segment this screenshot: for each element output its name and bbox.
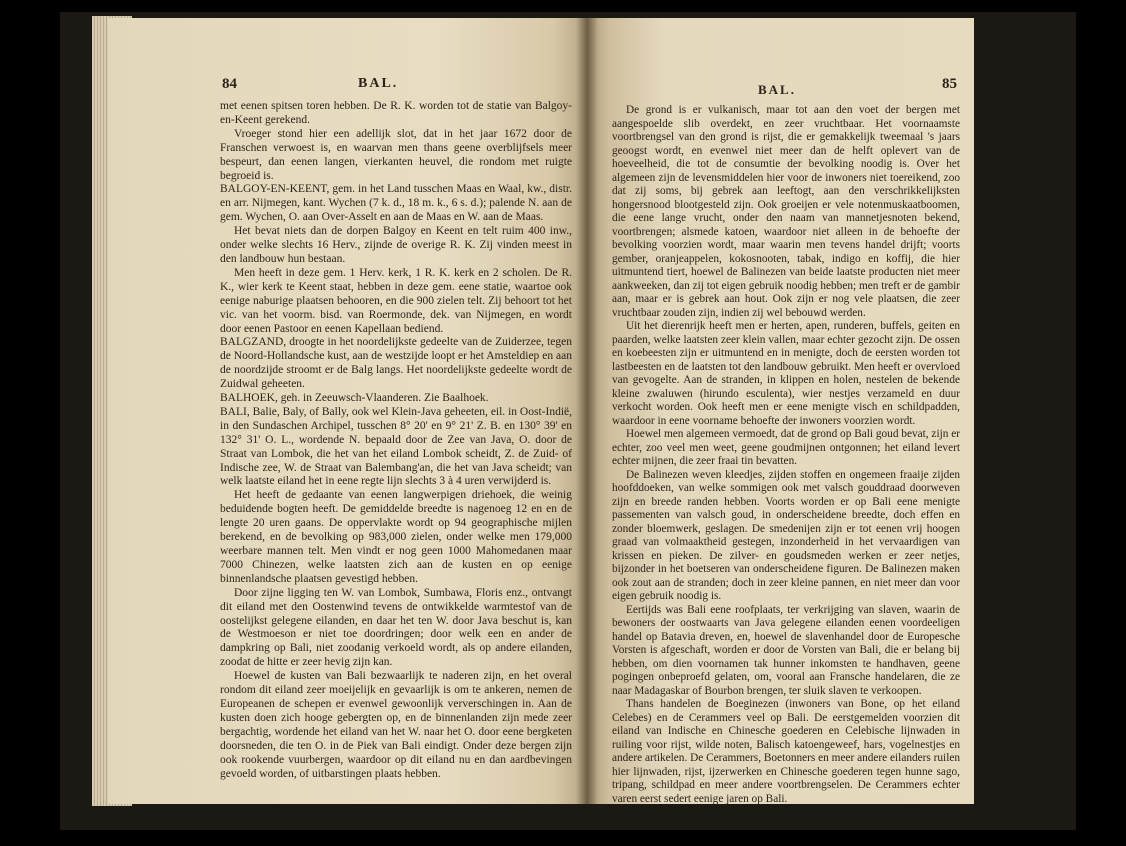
paragraph: Hoewel de kusten van Bali bezwaarlijk te naderen zijn, en het overal rondom dit eiland zeer moeijelijk en gevaarlijk is om te ankeren, nemen de Europeanen de schepen er evenwel gewoonlijk ververschingen in. Aan de kusten doen zich hooge gebergten op, en de binnenlanden zijn mede zeer bergachtig, wordende het eiland van het W. naar het O. door eene bergketen doorsneden, die ten O. in de Piek van Bali eindigt. Onder deze bergen zijn ook rookende vuurbergen, waardoor op dit eiland nu en dan aardbevingen gevoeld worden, of uitbarstingen plaats hebben. — [220, 670, 572, 780]
paragraph: Hoewel men algemeen vermoedt, dat de grond op Bali goud bevat, zijn er echter, zoo veel men weet, geene goudmijnen ontgonnen; het eiland levert echter mijnen, die zeer fraai tin bevatten. — [612, 428, 960, 467]
paragraph: BALHOEK, geh. in Zeeuwsch-Vlaanderen. Zie Baalhoek. — [220, 392, 489, 405]
paragraph: Uit het dierenrijk heeft men er herten, apen, runderen, buffels, geiten en paarden, welke laatsten zeer klein vallen, maar echter gezocht zijn. De ossen en koebeesten zijn er uitmuntend en in menigte, doch de eersten worden tot lastbeesten en de laatsten tot den landbouw gebruikt. Men heeft er overvloed van gevogelte. Aan de stranden, in klippen en holen, nestelen de bekende kleine zwaluwen (hirundo esculenta), wier nestjes verzameld en duur verkocht worden. Ook heeft men er eene menigte visch en schildpadden, waardoor in eene voorname behoefte der inwoners voorzien wordt. — [612, 320, 960, 427]
paragraph: BALGZAND, droogte in het noordelijkste gedeelte van de Zuiderzee, tegen de Noord-Hollandsche kust, aan de westzijde loopt er het Amsteldiep en aan de noordzijde stroomt er de Balg langs. Het noordelijkste gedeelte wordt de Zuidwal geheeten. — [220, 336, 572, 391]
paragraph: Het bevat niets dan de dorpen Balgoy en Keent en telt ruim 400 inw., onder welke slechts 16 Herv., zijnde de overige R. K. Zij vinden meest in den landbouw hun bestaan. — [220, 225, 572, 265]
paragraph: BALI, Balie, Baly, of Bally, ook wel Klein-Java geheeten, eil. in Oost-Indië, in den Sundaschen Archipel, tusschen 8° 20' en 9° 21' Z. B. en 130° 39' en 132° 31' O. L., wordende N. bepaald door de Zee van Java, O. door de Straat van Lombok, die het van het eiland Lombok scheidt, Z. de Zuid- of Indische zee, W. de Straat van Balembang'an, die het van Java scheidt; van welk laatste eiland het in eene regte lijn slechts 3 à 4 uren verwijderd is. — [220, 405, 572, 488]
paragraph: De grond is er vulkanisch, maar tot aan den voet der bergen met aangespoelde slib overdekt, en zeer vruchtbaar. Het voornaamste voortbrengsel van den grond is rijst, die er gemakkelijk tweemaal 's jaars geoogst wordt, en evenwel niet meer dan de helft oplevert van de hoeveelheid, die tot de consumtie der bevolking noodig is. Over het algemeen zijn de levensmiddelen hier voor de inwoners niet toereikend, zoo dat zij soms, bij gebrek aan leeftogt, aan den verschrikkelijksten hongersnood blootgesteld zijn. Ook groeijen er vele notenmuskaatboomen, die eene lange vrucht, onder den naam van mannetjesnoten bekend, voortbrengen; alsmede katoen, waardoor niet alleen in de behoefte der bevolking voorzien wordt, maar waarin men tevens handel drijft; voorts gember, oranjeappelen, kokosnooten, tabak, indigo en koffij, die hier uitmuntend tiert, hoewel de Balinezen van beide laatste producten niet meer aankweeken, dan zij tot eigen gebruik noodig hebben; men treft er de gambir aan, maar er is gebrek aan hout. Ook zijn er nog vele plaatsen, die zeer vruchtbaar zouden zijn, indien zij wel bebouwd werden. — [612, 104, 960, 319]
right-page — [586, 18, 974, 804]
left-page-text — [220, 100, 572, 781]
paragraph: Thans handelen de Boeginezen (inwoners van Bone, op het eiland Celebes) en de Cerammers veel op Bali. De eerstgemelden voorzien dit eiland van Indische en Chinesche goederen en Celebische lijnwaden in ruiling voor rijst, wilde noten, Balisch katoengeweef, hars, vogelnestjes en andere artikelen. De Cerammers, Boetonners en meer andere eilanders ruilen hier lijnwaden, rijst, ijzerwerken en Chinesche goederen tegen hunne sago, tripang, schildpad en meer andere voortbrengselen. De Cerammers echter varen eerst sedert eenige jaren op Bali. — [612, 698, 960, 804]
paragraph: Vroeger stond hier een adellijk slot, dat in het jaar 1672 door de Franschen verwoest is, en waarvan men thans geene overblijfsels meer bespeurt, dan eenen langen, vierkanten heuvel, die rondom met ruigte begroeid is. — [220, 127, 572, 182]
paragraph: Men heeft in deze gem. 1 Herv. kerk, 1 R. K. kerk en 2 scholen. De R. K., wier kerk te Keent staat, hebben in deze gem. eene statie, waartoe ook eenige naburige plaatsen behooren, en die 900 zielen telt. Zij behoort tot het vic. van het voorm. bisd. van Roermonde, dek. van Nijmegen, en wordt door eenen Pastoor en eenen Kapellaan bediend. — [220, 266, 572, 335]
book-gutter — [576, 18, 598, 804]
right-page-header — [586, 76, 974, 102]
right-page-text — [612, 104, 960, 804]
left-running-title: BAL. — [358, 76, 399, 91]
paragraph: met eenen spitsen toren hebben. De R. K. worden tot de statie van Balgoy-en-Keent gerekend. — [220, 100, 572, 126]
right-running-title: BAL. — [758, 82, 796, 97]
paragraph: BALGOY-EN-KEENT, gem. in het Land tusschen Maas en Waal, kw., distr. en arr. Nijmegen, kant. Wychen (7 k. d., 18 m. k., 6 s. d.); palende N. aan de gem. Wychen, O. aan Over-Asselt en aan de Maas en W. aan de Maas. — [220, 183, 572, 224]
paragraph: De Balinezen weven kleedjes, zijden stoffen en ongemeen fraaije zijden hoofddoeken, van welke sommigen ook met valsch gouddraad doorweven zijn en breede randen hebben. Voorts worden er op Bali eene menigte passementen van valsch goud, in onderscheidene breedte, doch effen en zonder bloemwerk, geslagen. De smedenijen zijn er tot eenen vrij hoogen graad van volmaaktheid gestegen, inzonderheid in het vervaardigen van krissen en pieken. De zilver- en goudsmeden werken er zeer netjes, bijzonder in het boetseren van onderscheidene figuren. De Balinezen maken ook zout aan de stranden; doch in zeer kleine pannen, en niet meer dan voor eigen gebruik noodig is. — [612, 468, 960, 602]
left-page-header — [108, 76, 586, 96]
paragraph: Door zijne ligging ten W. van Lombok, Sumbawa, Floris enz., ontvangt dit eiland met den Oostenwind tevens de ontwikkelde warmtestof van de oostelijkst gelegene eilanden, en daar het ten W. door Java beschut is, kan de Westmoeson er niet toe doordringen; door welk een en ander de dampkring op Bali, niet zoodanig verkoeld wordt, als op andere eilanden, zoodat de hitte er zeer hevig zijn kan. — [220, 586, 572, 669]
left-page — [108, 18, 586, 804]
right-page-number: 85 — [942, 76, 957, 92]
left-page-number: 84 — [222, 76, 237, 92]
paragraph: Eertijds was Bali eene roofplaats, ter verkrijging van slaven, waarin de bewoners der oostwaarts van Java gelegene eilanden eenen voordeeligen handel op Batavia dreven, en, hoewel de slavenhandel door de Europesche Vorsten is afgeschaft, worden er door de Vorsten van Bali, die er belang bij hebben, om dien voornamen tak hunner inkomsten te handhaven, geene pogingen onbeproefd gelaten, om, vooral aan Fransche handelaren, die ze naar Madagaskar of Bourbon brengen, ter sluik slaven te verkoopen. — [612, 603, 960, 697]
paragraph: Het heeft de gedaante van eenen langwerpigen driehoek, die weinig beduidende bogten heeft. De gemiddelde breedte is nagenoeg 12 en en de lengte 20 uren gaans. De oppervlakte wordt op 94 geographische mijlen berekend, en de bevolking op 983,000 zielen, onder welke men 179,000 weerbare mannen telt. Men vindt er nog geen 1000 Mahomedanen maar 7000 Chinezen, welke laatsten zich aan de kusten en op eenige binnenlandsche plaatsen gevestigd hebben. — [220, 489, 572, 585]
